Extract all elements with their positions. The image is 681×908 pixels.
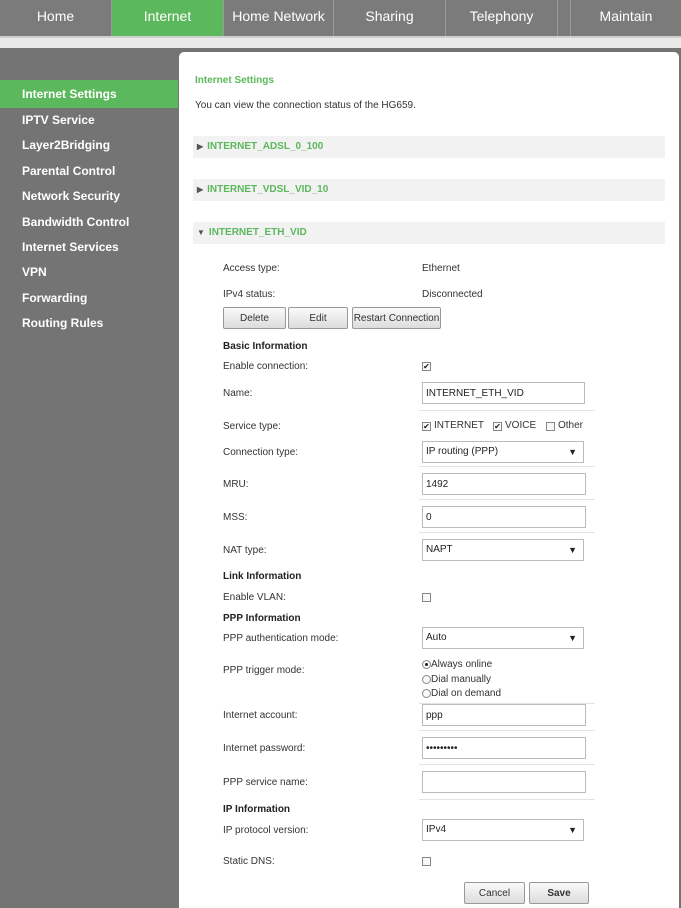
divider <box>419 410 595 411</box>
save-button[interactable]: Save <box>529 882 589 904</box>
sidebar-item-vpn[interactable]: VPN <box>22 265 47 280</box>
tab-internet[interactable]: Internet <box>112 0 224 36</box>
internet-password-input[interactable] <box>422 737 586 759</box>
ipv4-status-label: IPv4 status: <box>223 289 276 300</box>
ip-protocol-label: IP protocol version: <box>223 825 309 836</box>
internet-password-label: Internet password: <box>223 743 306 754</box>
tab-home-network[interactable]: Home Network <box>224 0 334 36</box>
static-dns-label: Static DNS: <box>223 856 275 867</box>
sidebar-item-network-security[interactable]: Network Security <box>22 189 121 204</box>
name-label: Name: <box>223 388 253 399</box>
enable-vlan-checkbox[interactable] <box>422 593 431 602</box>
connection-adsl[interactable] <box>193 136 665 158</box>
tab-home[interactable]: Home <box>0 0 112 36</box>
page-description: You can view the connection status of the HG659. <box>195 100 416 111</box>
service-type-label: Service type: <box>223 421 281 432</box>
sidebar-item-layer2bridging[interactable]: Layer2Bridging <box>22 138 111 153</box>
connection-type-label: Connection type: <box>223 447 299 458</box>
ppp-auth-select[interactable] <box>422 627 584 649</box>
ip-protocol-select[interactable] <box>422 819 584 841</box>
dropdown-arrow-icon: ▼ <box>568 447 577 457</box>
dropdown-arrow-icon: ▼ <box>568 545 577 555</box>
internet-account-input[interactable] <box>422 704 586 726</box>
sidebar <box>0 80 178 337</box>
enable-connection-checkbox[interactable]: ✔ <box>423 362 430 371</box>
mss-label: MSS: <box>223 512 248 523</box>
mru-input[interactable] <box>422 473 586 495</box>
sidebar-item-bandwidth-control[interactable]: Bandwidth Control <box>22 214 130 229</box>
ppp-service-name-label: PPP service name: <box>223 777 308 788</box>
divider <box>419 466 595 467</box>
nat-type-select[interactable] <box>422 539 584 561</box>
service-voice-label: VOICE <box>505 420 537 431</box>
ppp-auth-value: Auto <box>426 632 447 643</box>
service-voice-checkbox[interactable]: ✔ <box>494 422 501 431</box>
connection-vdsl[interactable] <box>193 179 665 201</box>
header-band <box>0 36 681 48</box>
divider <box>419 730 595 731</box>
internet-account-label: Internet account: <box>223 710 298 721</box>
name-input[interactable] <box>422 382 585 404</box>
dropdown-arrow-icon: ▼ <box>568 633 577 643</box>
sidebar-item-forwarding[interactable]: Forwarding <box>22 290 88 305</box>
divider <box>419 532 595 533</box>
service-internet-checkbox[interactable]: ✔ <box>423 422 430 431</box>
connection-name: INTERNET_ETH_VID <box>208 227 307 238</box>
connection-eth[interactable] <box>193 222 665 244</box>
divider <box>419 499 595 500</box>
dial-on-demand-label: Dial on demand <box>431 688 502 699</box>
connection-type-value: IP routing (PPP) <box>426 446 499 457</box>
top-navigation <box>0 0 681 36</box>
enable-connection-label: Enable connection: <box>223 361 309 372</box>
sidebar-item-parental-control[interactable]: Parental Control <box>22 163 116 178</box>
connection-name: INTERNET_VDSL_VID_10 <box>207 184 329 195</box>
link-info-header: Link Information <box>223 571 302 582</box>
access-type-value: Ethernet <box>422 263 460 274</box>
tab-separator <box>558 0 571 36</box>
nat-type-value: NAPT <box>426 544 453 555</box>
page-title: Internet Settings <box>195 75 274 86</box>
ppp-auth-label: PPP authentication mode: <box>223 633 339 644</box>
divider <box>419 764 595 765</box>
sidebar-item-internet-services[interactable]: Internet Services <box>22 239 119 254</box>
tab-maintain[interactable]: Maintain <box>599 8 653 24</box>
dropdown-arrow-icon: ▼ <box>568 825 577 835</box>
mru-label: MRU: <box>223 479 249 490</box>
collapsed-caret-icon: ▶ <box>197 142 204 151</box>
restart-connection-button[interactable]: Restart Connection <box>352 307 441 329</box>
main-panel <box>179 52 679 908</box>
ip-info-header: IP Information <box>223 804 291 815</box>
service-other-checkbox[interactable] <box>546 422 555 431</box>
sidebar-item-internet-settings[interactable]: Internet Settings <box>0 80 178 108</box>
sidebar-item-iptv-service[interactable]: IPTV Service <box>22 113 95 127</box>
connection-type-select[interactable] <box>422 441 584 463</box>
access-type-label: Access type: <box>223 263 280 274</box>
connection-name: INTERNET_ADSL_0_100 <box>207 141 324 152</box>
service-other-label: Other <box>558 420 584 431</box>
expanded-caret-icon: ▼ <box>197 228 205 237</box>
enable-vlan-label: Enable VLAN: <box>223 592 286 603</box>
service-internet-label: INTERNET <box>434 420 484 431</box>
always-online-radio[interactable] <box>422 660 431 669</box>
always-online-label: Always online <box>431 659 493 670</box>
basic-info-header: Basic Information <box>223 341 308 352</box>
delete-button[interactable]: Delete <box>223 307 286 329</box>
ipv4-status-value: Disconnected <box>422 289 483 300</box>
nat-type-label: NAT type: <box>223 545 267 556</box>
edit-button[interactable]: Edit <box>288 307 348 329</box>
dial-manually-label: Dial manually <box>431 674 492 685</box>
dial-on-demand-radio[interactable] <box>422 689 431 698</box>
ppp-info-header: PPP Information <box>223 613 301 624</box>
dial-manually-radio[interactable] <box>422 675 431 684</box>
cancel-button[interactable]: Cancel <box>464 882 525 904</box>
ppp-trigger-label: PPP trigger mode: <box>223 665 305 676</box>
tab-telephony[interactable]: Telephony <box>446 0 558 36</box>
ip-protocol-value: IPv4 <box>426 824 447 835</box>
static-dns-checkbox[interactable] <box>422 857 431 866</box>
sidebar-item-routing-rules[interactable]: Routing Rules <box>22 316 104 331</box>
mss-input[interactable] <box>422 506 586 528</box>
tab-sharing[interactable]: Sharing <box>334 0 446 36</box>
collapsed-caret-icon: ▶ <box>197 185 204 194</box>
divider <box>419 799 595 800</box>
ppp-service-name-input[interactable] <box>422 771 586 793</box>
